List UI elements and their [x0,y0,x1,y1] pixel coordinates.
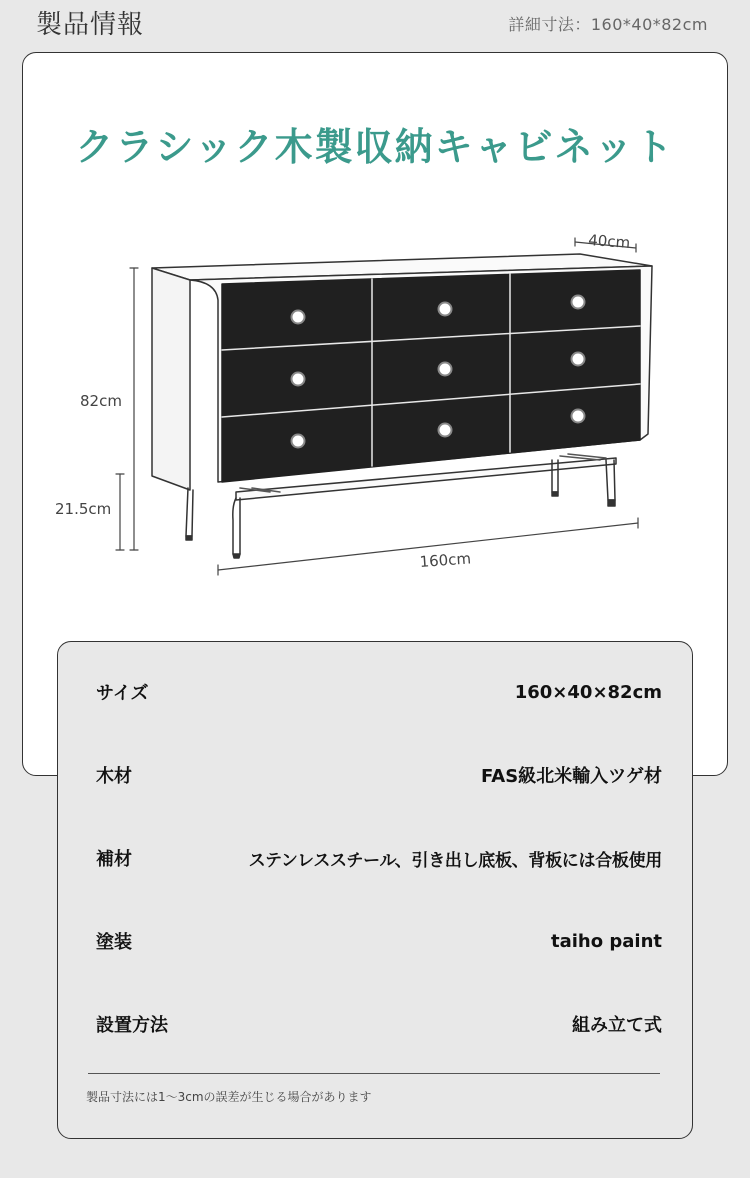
cabinet-diagram [40,220,660,590]
spec-row-size [96,677,662,707]
spec-value-auxiliary: ステンレススチール、引き出し底板、背板には合板使用 [248,850,662,871]
width-label: 160cm [419,549,472,571]
leg-front-left [233,498,240,554]
spec-row-wood [96,760,662,790]
leg-back-left [186,488,193,536]
height-label: 82cm [80,392,122,410]
leg-front-right [606,460,615,500]
spec-value-installation: 組み立て式 [572,1015,662,1036]
spec-card [57,641,693,1139]
spec-value-wood: FAS級北米輸入ツゲ材 [481,766,662,787]
tolerance-note: 製品寸法には1～3cmの誤差が生じる場合があります [86,1090,372,1104]
spec-row-paint [96,926,662,956]
spec-label-installation: 設置方法 [96,1015,168,1036]
spec-row-installation [96,1009,662,1039]
spec-label-auxiliary: 補材 [96,849,132,870]
spec-value-size: 160×40×82cm [514,681,662,703]
spec-label-paint: 塗装 [96,932,132,953]
page-title: 製品情報 [36,10,145,40]
leg-height-label: 21.5cm [55,500,112,518]
spec-label-wood: 木材 [96,766,132,787]
cabinet-left-side [152,268,190,490]
spec-label-size: サイズ [96,683,149,704]
product-name: クラシック木製収納キャビネット [75,125,675,169]
spec-row-auxiliary [96,843,662,873]
detail-dimensions: 詳細寸法：160*40*82cm [508,15,708,34]
spec-divider [88,1073,660,1074]
spec-value-paint: taiho paint [551,930,662,952]
depth-label: 40cm [587,231,631,252]
